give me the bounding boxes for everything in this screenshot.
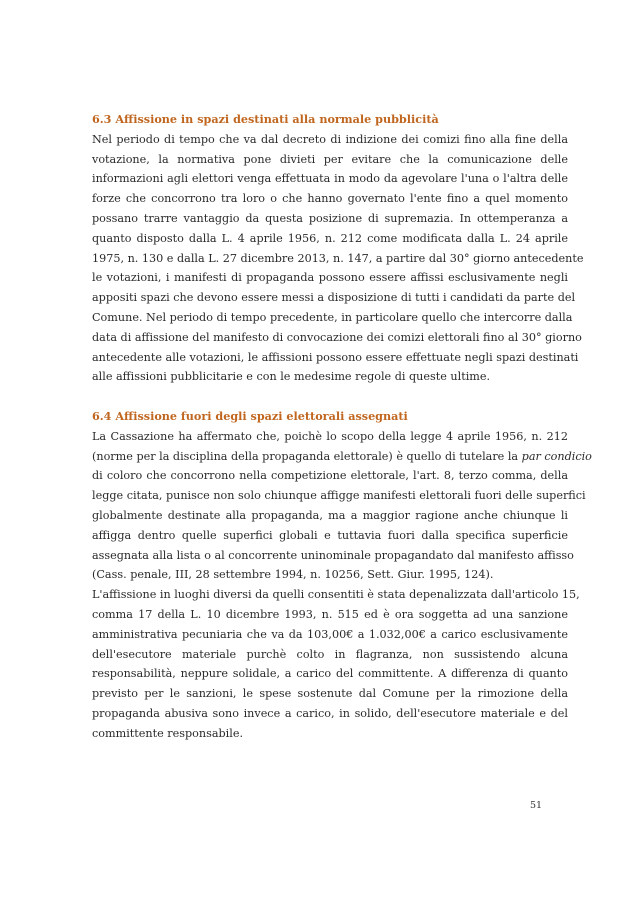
paragraph-line: (norme per la disciplina della propaganda elettorale) è quello di tutelare la par condicio bbox=[92, 449, 592, 463]
paragraph-line: antecedente alle votazioni, le affissioni possono essere effettuate negli spazi destinati bbox=[92, 350, 579, 364]
page-body bbox=[92, 110, 592, 744]
paragraph-line: L'affissione in luoghi diversi da quelli consentiti è stata depenalizzata dall'articolo 15, bbox=[92, 588, 580, 602]
paragraph-line: votazione, la normativa pone divieti per evitare che la comunicazione delle bbox=[92, 152, 568, 166]
section-6-3-paragraph bbox=[92, 130, 584, 387]
section-6-4-paragraph bbox=[92, 427, 592, 744]
paragraph-line: appositi spazi che devono essere messi a disposizione di tutti i candidati da parte del bbox=[92, 291, 576, 305]
paragraph-line: 1975, n. 130 e dalla L. 27 dicembre 2013, n. 147, a partire dal 30° giorno antecedente bbox=[92, 251, 584, 265]
paragraph-line: amministrativa pecuniaria che va da 103,00€ a 1.032,00€ a carico esclusivamente bbox=[92, 627, 568, 641]
section-heading-6-4: 6.4 Affissione fuori degli spazi elettorali assegnati bbox=[92, 408, 408, 423]
paragraph-line: alle affissioni pubblicitarie e con le medesime regole di queste ultime. bbox=[92, 370, 491, 384]
paragraph-line: La Cassazione ha affermato che, poichè lo scopo della legge 4 aprile 1956, n. 212 bbox=[92, 429, 568, 443]
paragraph-line: informazioni agli elettori venga effettuata in modo da agevolare l'una o l'altra delle bbox=[92, 172, 568, 186]
paragraph-line: assegnata alla lista o al concorrente uninominale propagandato dal manifesto affisso bbox=[92, 548, 574, 562]
paragraph-line: (Cass. penale, III, 28 settembre 1994, n. 10256, Sett. Giur. 1995, 124). bbox=[92, 568, 494, 582]
paragraph-line: forze che concorrono tra loro o che hanno governato l'ente fino a quel momento bbox=[92, 192, 568, 206]
paragraph-line: comma 17 della L. 10 dicembre 1993, n. 515 ed è ora soggetta ad una sanzione bbox=[92, 607, 568, 621]
paragraph-line: quanto disposto dalla L. 4 aprile 1956, n. 212 come modificata dalla L. 24 aprile bbox=[92, 231, 568, 245]
paragraph-line: affigga dentro quelle superfici globali e tuttavia fuori dalla specifica superficie bbox=[92, 528, 568, 542]
paragraph-line: legge citata, punisce non solo chiunque affigge manifesti elettorali fuori delle superfici bbox=[92, 489, 586, 503]
paragraph-line: data di affissione del manifesto di convocazione dei comizi elettorali fino al 30° giorno bbox=[92, 330, 582, 344]
paragraph-line: le votazioni, i manifesti di propaganda possono essere affissi esclusivamente negli bbox=[92, 271, 568, 285]
paragraph-line: dell'esecutore materiale purchè colto in flagranza, non sussistendo alcuna bbox=[92, 647, 568, 661]
paragraph-line: globalmente destinate alla propaganda, ma a maggior ragione anche chiunque li bbox=[92, 508, 568, 522]
section-heading-6-3: 6.3 Affissione in spazi destinati alla normale pubblicità bbox=[92, 112, 439, 126]
page-number: 51 bbox=[530, 800, 543, 811]
paragraph-line: Comune. Nel periodo di tempo precedente, in particolare quello che intercorre dalla bbox=[92, 310, 573, 324]
paragraph-line: di coloro che concorrono nella competizione elettorale, l'art. 8, terzo comma, della bbox=[92, 469, 568, 483]
paragraph-line: previsto per le sanzioni, le spese sostenute dal Comune per la rimozione della bbox=[92, 687, 568, 701]
paragraph-line: possano trarre vantaggio da questa posizione di supremazia. In ottemperanza a bbox=[92, 211, 568, 225]
paragraph-line: Nel periodo di tempo che va dal decreto di indizione dei comizi fino alla fine della bbox=[92, 132, 568, 146]
paragraph-line: propaganda abusiva sono invece a carico, in solido, dell'esecutore materiale e del bbox=[92, 706, 568, 720]
paragraph-line: committente responsabile. bbox=[92, 726, 244, 740]
paragraph-line: responsabilità, neppure solidale, a carico del committente. A differenza di quanto bbox=[92, 667, 568, 681]
